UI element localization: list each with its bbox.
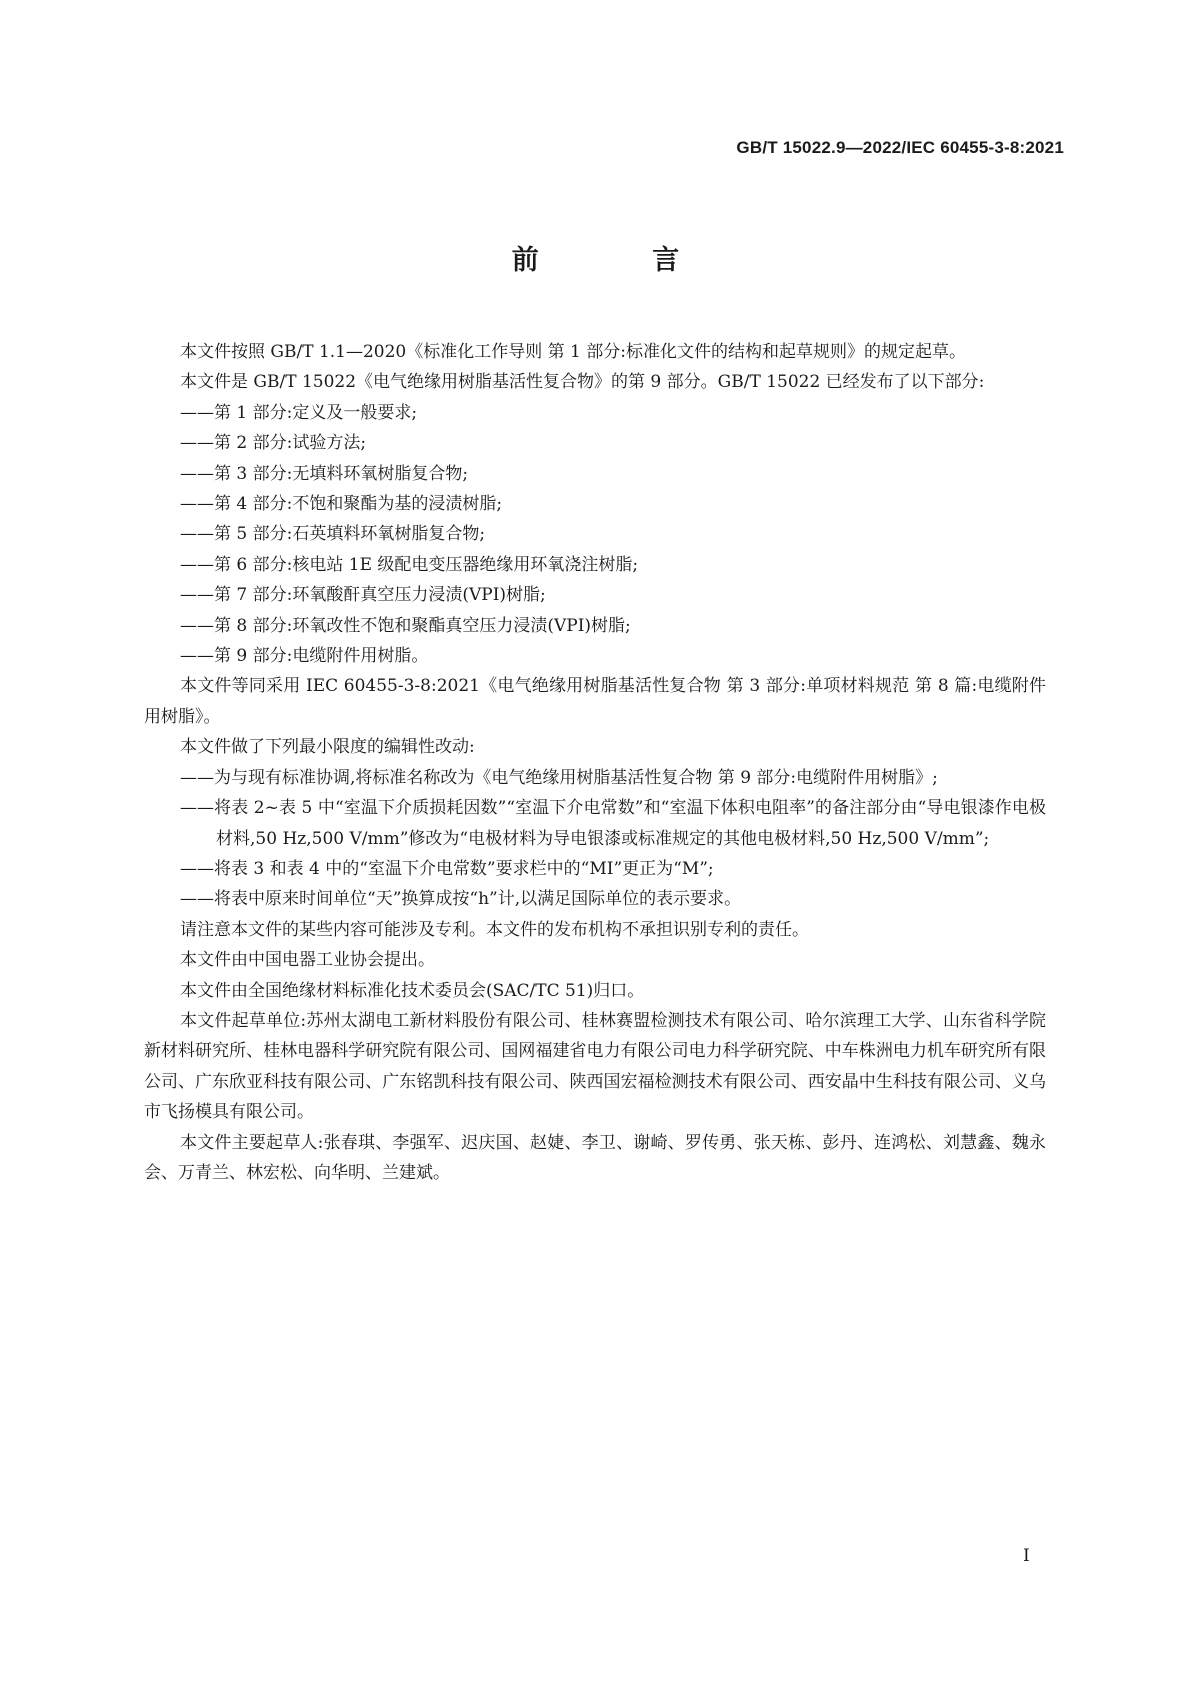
paragraph-proposed-by: 本文件由中国电器工业协会提出。 xyxy=(180,950,435,971)
parts-list-item: ——第 9 部分:电缆附件用树脂。 xyxy=(180,646,429,667)
parts-list-item: ——第 1 部分:定义及一般要求; xyxy=(180,402,418,423)
page-number: I xyxy=(1023,1546,1030,1566)
paragraph-patent-notice: 请注意本文件的某些内容可能涉及专利。本文件的发布机构不承担识别专利的责任。 xyxy=(180,919,809,940)
standard-number-header: GB/T 15022.9—2022/IEC 60455-3-8:2021 xyxy=(736,138,1064,157)
parts-list-item: ——第 5 部分:石英填料环氧树脂复合物; xyxy=(180,524,486,545)
parts-list-item: ——第 7 部分:环氧酸酐真空压力浸渍(VPI)树脂; xyxy=(180,585,546,606)
parts-list-item: ——第 3 部分:无填料环氧树脂复合物; xyxy=(180,463,469,484)
paragraph-technical-committee: 本文件由全国绝缘材料标准化技术委员会(SAC/TC 51)归口。 xyxy=(180,980,645,1001)
paragraph-series-info: 本文件是 GB/T 15022《电气绝缘用树脂基活性复合物》的第 9 部分。GB/T 15022 已经发布了以下部分: xyxy=(180,372,985,393)
paragraph-changes-intro: 本文件做了下列最小限度的编辑性改动: xyxy=(180,737,475,758)
paragraph-drafting-units: 本文件起草单位:苏州太湖电工新材料股份有限公司、桂林赛盟检测技术有限公司、哈尔滨理工大学、山东省科学院新材料研究所、桂林电器科学研究院有限公司、国网福建省电力有限公司电力科学研究院、中车株洲电力机车研究所有限公司、广东欣亚科技有限公司、广东铭凯科技有限公司、陕西国宏福检测技术有限公司、西安晶中生科技有限公司、义乌市飞扬模具有限公司。 xyxy=(144,1010,1046,1123)
parts-list-item: ——第 6 部分:核电站 1E 级配电变压器绝缘用环氧浇注树脂; xyxy=(180,554,639,575)
parts-list-item: ——第 8 部分:环氧改性不饱和聚酯真空压力浸渍(VPI)树脂; xyxy=(180,615,631,636)
page-title: 前 言 xyxy=(511,245,732,276)
paragraph-drafters: 本文件主要起草人:张春琪、李强军、迟庆国、赵婕、李卫、谢崎、罗传勇、张天栋、彭丹、连鸿松、刘慧鑫、魏永会、万青兰、林宏松、向华明、兰建斌。 xyxy=(144,1132,1046,1183)
foreword-body xyxy=(144,337,1046,1188)
changes-list-item: ——将表中原来时间单位“天”换算成按“h”计,以满足国际单位的表示要求。 xyxy=(180,889,742,910)
changes-list-item: ——将表 2~表 5 中“室温下介质损耗因数”“室温下介电常数”和“室温下体积电阻率”的备注部分由“导电银漆作电极材料,50 Hz,500 V/mm”修改为“电极材料为导电银漆或标准规定的其他电极材料,50 Hz,500 V/mm”; xyxy=(180,798,1046,849)
parts-list-item: ——第 2 部分:试验方法; xyxy=(180,433,367,454)
parts-list-item: ——第 4 部分:不饱和聚酯为基的浸渍树脂; xyxy=(180,494,503,515)
changes-list-item: ——将表 3 和表 4 中的“室温下介电常数”要求栏中的“MI”更正为“M”; xyxy=(180,858,714,879)
changes-list-item: ——为与现有标准协调,将标准名称改为《电气绝缘用树脂基活性复合物 第 9 部分:电缆附件用树脂》; xyxy=(180,767,938,788)
paragraph-drafting-basis: 本文件按照 GB/T 1.1—2020《标准化工作导则 第 1 部分:标准化文件的结构和起草规则》的规定起草。 xyxy=(180,342,966,362)
paragraph-equivalence: 本文件等同采用 IEC 60455-3-8:2021《电气绝缘用树脂基活性复合物 第 3 部分:单项材料规范 第 8 篇:电缆附件用树脂》。 xyxy=(144,676,1046,727)
